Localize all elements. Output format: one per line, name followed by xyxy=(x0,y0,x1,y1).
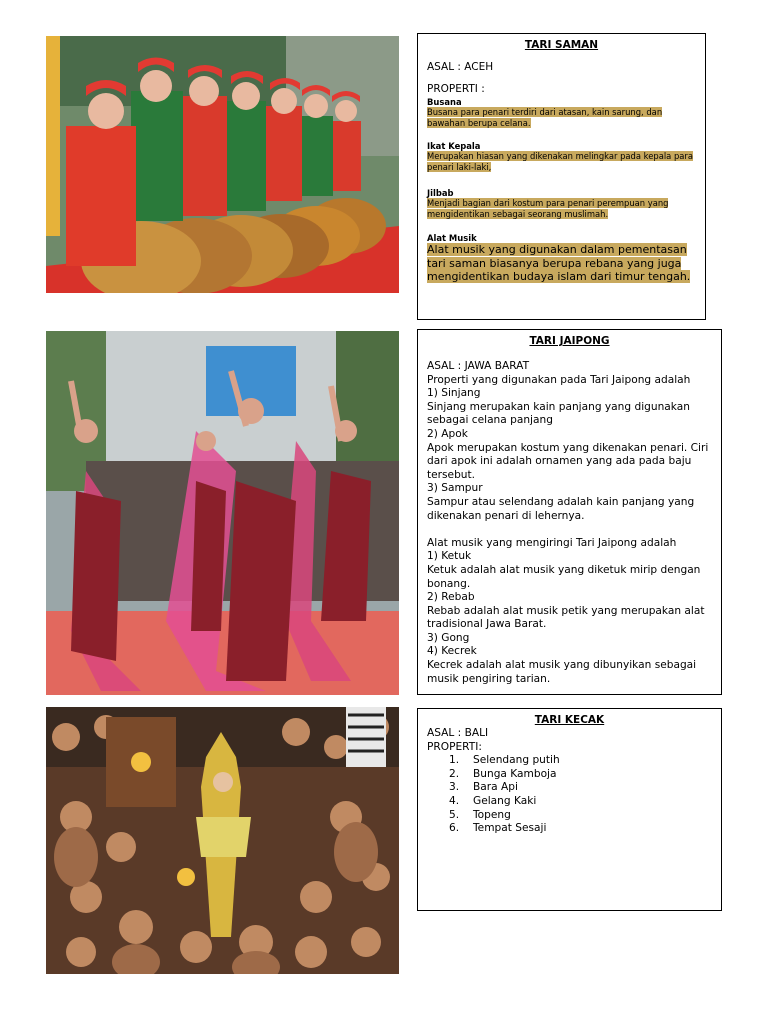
saman-title: TARI SAMAN xyxy=(524,39,599,51)
jaipong-body xyxy=(427,360,712,686)
list-label: Gelang Kaki xyxy=(473,794,537,807)
saman-asal: ASAL : ACEH xyxy=(427,61,494,73)
list-label: Bara Api xyxy=(473,781,518,794)
jaipong-line: 4) Kecrek xyxy=(427,645,477,658)
jaipong-line: Sampur atau selendang adalah kain panjang yang dikenakan penari di lehernya. xyxy=(427,495,695,522)
jaipong-line: Alat musik yang mengiringi Tari Jaipong adalah xyxy=(427,536,677,549)
jaipong-line: 2) Apok xyxy=(427,427,468,440)
list-number: 4. xyxy=(449,794,460,807)
jaipong-line: 2) Rebab xyxy=(427,591,475,604)
saman-item-head: Busana xyxy=(427,97,462,107)
jaipong-spacer xyxy=(427,523,712,537)
jaipong-line: 3) Gong xyxy=(427,631,470,644)
saman-item-text: Busana para penari terdiri dari atasan, kain sarung, dan bawahan berupa celana. xyxy=(427,107,663,128)
kecak-info-box xyxy=(417,708,722,911)
jaipong-line: 1) Ketuk xyxy=(427,550,472,563)
list-item xyxy=(427,781,712,795)
saman-photo xyxy=(46,36,399,293)
jaipong-line: Kecrek adalah alat musik yang dibunyikan sebagai musik pengiring tarian. xyxy=(427,659,697,685)
kecak-properti-list xyxy=(427,754,712,836)
list-label: Topeng xyxy=(473,808,511,821)
list-label: Tempat Sesaji xyxy=(473,822,547,835)
saman-info-box xyxy=(417,33,706,320)
kecak-asal: ASAL : BALI xyxy=(427,727,489,739)
saman-alat-head: Alat Musik xyxy=(427,233,477,243)
saman-properti-heading: PROPERTI : xyxy=(427,83,485,95)
saman-item-ikat-kepala xyxy=(427,141,696,173)
list-number: 2. xyxy=(449,767,460,780)
saman-item-jilbab xyxy=(427,188,696,220)
jaipong-line: 1) Sinjang xyxy=(427,387,481,400)
list-item xyxy=(427,768,712,782)
jaipong-line: Ketuk adalah alat musik yang diketuk mirip dengan bonang. xyxy=(427,563,701,590)
kecak-title: TARI KECAK xyxy=(534,714,605,726)
jaipong-line: Properti yang digunakan pada Tari Jaipong adalah xyxy=(427,373,691,386)
list-item xyxy=(427,822,712,836)
jaipong-title: TARI JAIPONG xyxy=(529,335,610,347)
list-number: 6. xyxy=(449,822,460,835)
list-item xyxy=(427,754,712,768)
list-label: Bunga Kamboja xyxy=(473,767,557,780)
list-number: 1. xyxy=(449,754,460,767)
jaipong-line: Apok merupakan kostum yang dikenakan penari. Ciri dari apok ini adalah ornamen yang ada pada baju tersebut. xyxy=(427,441,709,481)
saman-item-busana xyxy=(427,97,696,129)
list-number: 5. xyxy=(449,808,460,821)
list-item xyxy=(427,809,712,823)
saman-item-alat-musik xyxy=(427,233,696,284)
jaipong-asal: ASAL : JAWA BARAT xyxy=(427,360,530,372)
kecak-properti-heading: PROPERTI: xyxy=(427,740,482,753)
saman-item-text: Merupakan hiasan yang dikenakan melingkar pada kepala para penari laki-laki, xyxy=(427,151,693,172)
saman-item-head: Jilbab xyxy=(427,188,454,198)
kecak-photo xyxy=(46,707,399,974)
jaipong-photo xyxy=(46,331,399,695)
list-item xyxy=(427,795,712,809)
saman-alat-text: Alat musik yang digunakan dalam pementasan tari saman biasanya berupa rebana yang juga mengidentikan budaya islam dari timur tengah. xyxy=(427,243,691,283)
jaipong-info-box xyxy=(417,329,722,695)
jaipong-line: Sinjang merupakan kain panjang yang digunakan sebagai celana panjang xyxy=(427,400,690,427)
jaipong-line: Rebab adalah alat musik petik yang merupakan alat tradisional Jawa Barat. xyxy=(427,604,705,631)
saman-item-head: Ikat Kepala xyxy=(427,141,481,151)
list-label: Selendang putih xyxy=(473,754,560,767)
saman-item-text: Menjadi bagian dari kostum para penari perempuan yang mengidentikan sebagai seorang muslimah. xyxy=(427,198,669,219)
list-number: 3. xyxy=(449,781,460,794)
jaipong-line: 3) Sampur xyxy=(427,482,483,495)
